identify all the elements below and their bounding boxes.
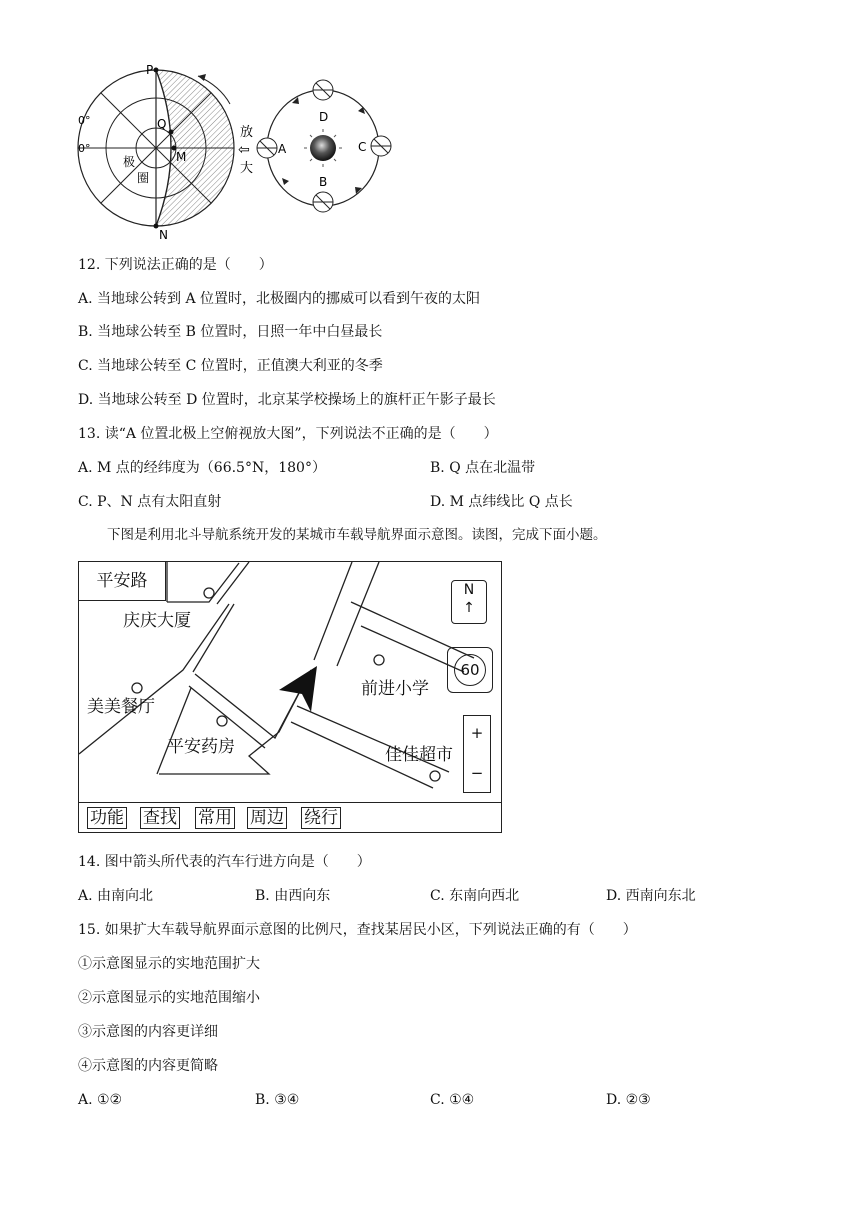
north-label: N <box>463 582 475 598</box>
menu-button-search[interactable]: 查找 <box>140 807 180 829</box>
north-indicator <box>451 580 487 624</box>
q14-stem: 14. 图中箭头所代表的汽车行进方向是（ ） <box>78 854 371 870</box>
q12-option-c[interactable]: C. 当地球公转至 C 位置时，正值澳大利亚的冬季 <box>78 358 383 374</box>
orbit-label-A: A <box>278 142 287 156</box>
q14-option-d[interactable]: D. 西南向东北 <box>606 888 696 904</box>
q14-option-b[interactable]: B. 由西向东 <box>255 888 331 904</box>
label-ji: 极 <box>123 155 136 169</box>
earth-icon-D <box>313 80 333 100</box>
zoom-in-button[interactable]: + <box>470 724 484 742</box>
q13-option-d[interactable]: D. M 点纬线比 Q 点长 <box>430 494 573 510</box>
magnify-arrow-icon: ⇦ <box>238 142 250 158</box>
speed-limit-sign <box>447 647 493 693</box>
nav-map <box>78 561 502 833</box>
q13-option-a[interactable]: A. M 点的经纬度为（66.5°N，180°） <box>78 460 326 476</box>
nav-menu-bar <box>79 802 501 833</box>
menu-button-detour[interactable]: 绕行 <box>301 807 341 829</box>
label-magnify-2: 大 <box>240 161 254 176</box>
q15-item-2: ②示意图显示的实地范围缩小 <box>78 990 260 1006</box>
label-0deg-upper: 0° <box>78 114 91 127</box>
marker-pharmacy[interactable] <box>217 716 227 726</box>
passage-intro: 下图是利用北斗导航系统开发的某城市车载导航界面示意图。读图，完成下面小题。 <box>107 527 607 543</box>
q15-item-4: ④示意图的内容更简略 <box>78 1058 218 1074</box>
place-label-jiajia: 佳佳超市 <box>385 745 453 765</box>
orbit-label-B: B <box>319 175 328 189</box>
q13-option-c[interactable]: C. P、N 点有太阳直射 <box>78 494 222 510</box>
q13-stem: 13. 读“A 位置北极上空俯视放大图”，下列说法不正确的是（ ） <box>78 426 498 442</box>
place-label-qingqing: 庆庆大厦 <box>123 611 191 631</box>
label-M: M <box>176 150 187 164</box>
north-arrow-icon: ↑ <box>463 600 475 616</box>
label-Q: Q <box>157 117 167 131</box>
zoom-control <box>463 715 491 793</box>
q15-option-c[interactable]: C. ①④ <box>430 1092 475 1108</box>
place-label-qianjin: 前进小学 <box>361 679 429 699</box>
sun-icon <box>310 135 336 161</box>
polar-orbit-figure <box>70 62 410 242</box>
orbit-label-D: D <box>319 110 329 124</box>
marker-qianjin[interactable] <box>374 655 384 665</box>
menu-button-common[interactable]: 常用 <box>195 807 235 829</box>
q15-option-d[interactable]: D. ②③ <box>606 1092 651 1108</box>
q12-stem: 12. 下列说法正确的是（ ） <box>78 257 273 273</box>
vehicle-arrow-icon <box>279 666 317 712</box>
earth-icon-C <box>371 136 391 156</box>
earth-icon-A <box>257 138 277 158</box>
q14-option-a[interactable]: A. 由南向北 <box>78 888 154 904</box>
label-0deg-lower: 0° <box>78 142 91 155</box>
q15-option-b[interactable]: B. ③④ <box>255 1092 300 1108</box>
menu-button-function[interactable]: 功能 <box>87 807 127 829</box>
label-N: N <box>159 228 168 242</box>
zoom-out-button[interactable]: − <box>470 764 484 782</box>
q14-option-c[interactable]: C. 东南向西北 <box>430 888 520 904</box>
place-label-meimei: 美美餐厅 <box>87 697 155 717</box>
speed-limit-value: 60 <box>454 654 486 686</box>
orbit-label-C: C <box>358 140 367 154</box>
q12-option-a[interactable]: A. 当地球公转到 A 位置时，北极圈内的挪威可以看到午夜的太阳 <box>78 291 481 307</box>
marker-jiajia[interactable] <box>430 771 440 781</box>
road-name: 平安路 <box>78 561 166 601</box>
q15-stem: 15. 如果扩大车载导航界面示意图的比例尺，查找某居民小区，下列说法正确的有（ ） <box>78 922 637 938</box>
q12-option-d[interactable]: D. 当地球公转至 D 位置时，北京某学校操场上的旗杆正午影子最长 <box>78 392 496 408</box>
label-P: P <box>146 63 154 77</box>
menu-button-nearby[interactable]: 周边 <box>247 807 287 829</box>
place-label-pharmacy: 平安药房 <box>167 737 235 757</box>
earth-icon-B <box>313 192 333 212</box>
q15-item-3: ③示意图的内容更详细 <box>78 1024 218 1040</box>
label-quan: 圈 <box>137 171 150 185</box>
q12-option-b[interactable]: B. 当地球公转至 B 位置时，日照一年中白昼最长 <box>78 324 383 340</box>
marker-qingqing[interactable] <box>204 588 214 598</box>
q13-option-b[interactable]: B. Q 点在北温带 <box>430 460 536 476</box>
label-magnify-1: 放 <box>240 125 254 140</box>
q15-item-1: ①示意图显示的实地范围扩大 <box>78 956 260 972</box>
q15-option-a[interactable]: A. ①② <box>78 1092 123 1108</box>
